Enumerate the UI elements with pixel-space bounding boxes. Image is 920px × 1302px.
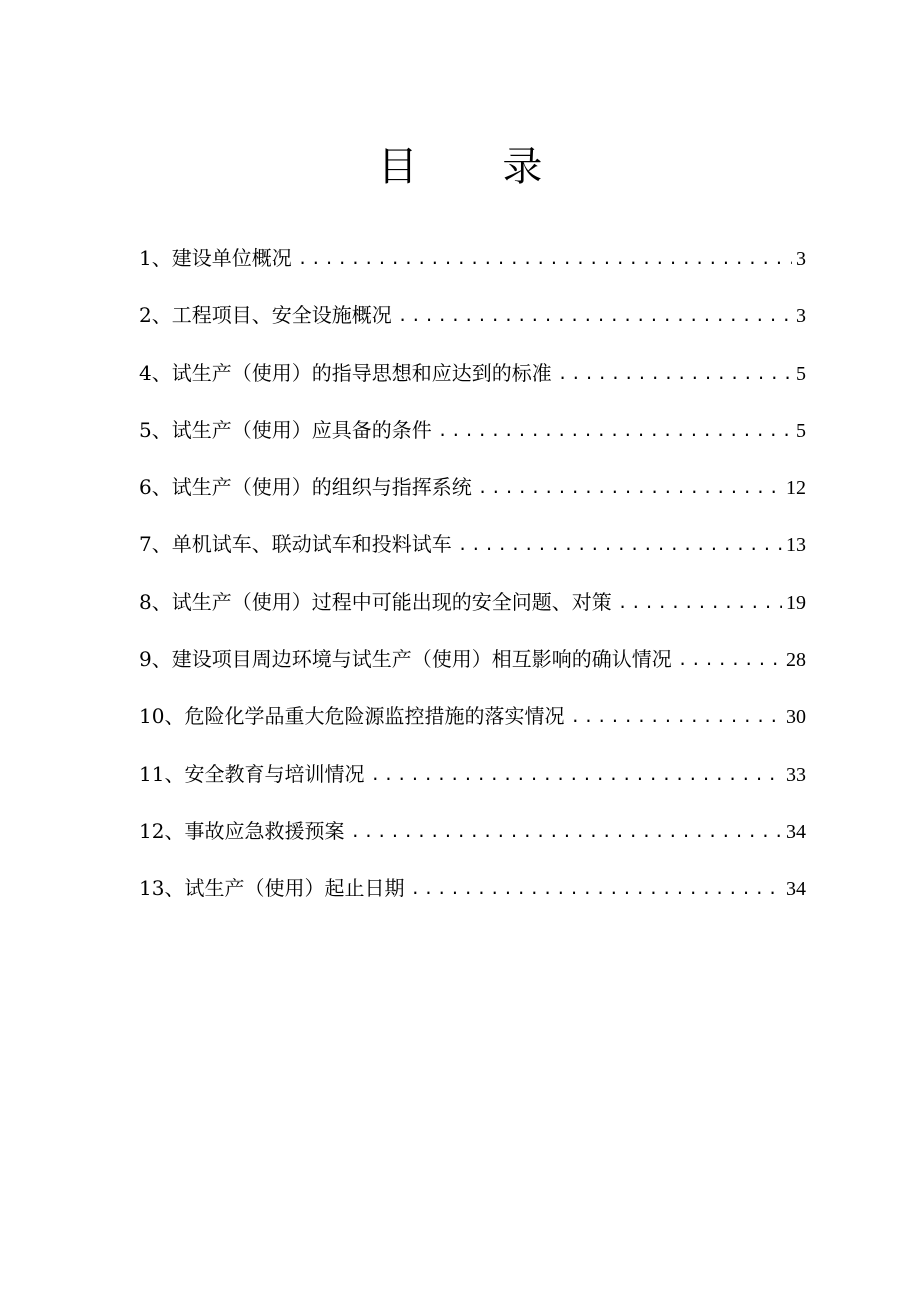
toc-page-number: 5 xyxy=(796,419,806,442)
page-title: 目 录 xyxy=(377,143,579,190)
toc-entry[interactable] xyxy=(139,297,806,354)
toc-dot-leader xyxy=(558,356,792,392)
toc-page-number: 3 xyxy=(796,248,806,270)
toc-entry[interactable] xyxy=(139,813,806,870)
toc-dot-leader xyxy=(458,527,782,563)
toc-entry-title: 2、工程项目、安全设施概况 xyxy=(139,303,392,328)
toc-entry[interactable] xyxy=(139,355,806,412)
toc-entry-title: 4、试生产（使用）的指导思想和应达到的标准 xyxy=(139,360,552,385)
toc-entry-title: 9、建设项目周边环境与试生产（使用）相互影响的确认情况 xyxy=(139,647,672,672)
toc-dot-leader xyxy=(570,699,782,735)
toc-entry-title: 6、试生产（使用）的组织与指挥系统 xyxy=(139,475,472,500)
toc-page-number: 5 xyxy=(796,362,806,385)
toc-page-number: 3 xyxy=(796,305,806,328)
toc-entry[interactable] xyxy=(139,641,806,698)
toc-page-number: 12 xyxy=(786,477,806,500)
toc-entry[interactable] xyxy=(139,698,806,755)
toc-dot-leader xyxy=(370,757,782,793)
toc-page-number: 30 xyxy=(786,706,806,729)
toc-entry[interactable] xyxy=(139,870,806,927)
table-of-contents xyxy=(139,240,806,928)
toc-entry[interactable] xyxy=(139,469,806,526)
toc-entry-title: 1、建设单位概况 xyxy=(139,246,292,270)
toc-page-number: 13 xyxy=(786,534,806,557)
toc-dot-leader xyxy=(410,871,782,907)
toc-entry-title: 7、单机试车、联动试车和投料试车 xyxy=(139,532,452,557)
toc-page-number: 28 xyxy=(786,649,806,672)
toc-entry[interactable] xyxy=(139,526,806,583)
toc-entry-title: 12、事故应急救援预案 xyxy=(139,818,345,843)
toc-entry[interactable] xyxy=(139,412,806,469)
toc-page-number: 19 xyxy=(786,591,806,614)
toc-dot-leader xyxy=(398,298,792,334)
toc-entry-title: 11、安全教育与培训情况 xyxy=(139,761,365,786)
toc-dot-leader xyxy=(618,585,782,621)
toc-dot-leader xyxy=(298,241,792,277)
toc-dot-leader xyxy=(478,470,782,506)
toc-page-number: 33 xyxy=(786,763,806,786)
toc-entry-title: 13、试生产（使用）起止日期 xyxy=(139,876,405,901)
toc-entry-title: 10、危险化学品重大危险源监控措施的落实情况 xyxy=(139,704,565,729)
toc-page-number: 34 xyxy=(786,878,806,901)
toc-entry[interactable] xyxy=(139,240,806,297)
toc-entry[interactable] xyxy=(139,756,806,813)
toc-page-number: 34 xyxy=(786,820,806,843)
toc-entry[interactable] xyxy=(139,584,806,641)
toc-dot-leader xyxy=(678,642,782,678)
toc-dot-leader xyxy=(350,814,782,850)
toc-entry-title: 5、试生产（使用）应具备的条件 xyxy=(139,417,432,442)
toc-entry-title: 8、试生产（使用）过程中可能出现的安全问题、对策 xyxy=(139,589,612,614)
toc-dot-leader xyxy=(438,413,792,449)
